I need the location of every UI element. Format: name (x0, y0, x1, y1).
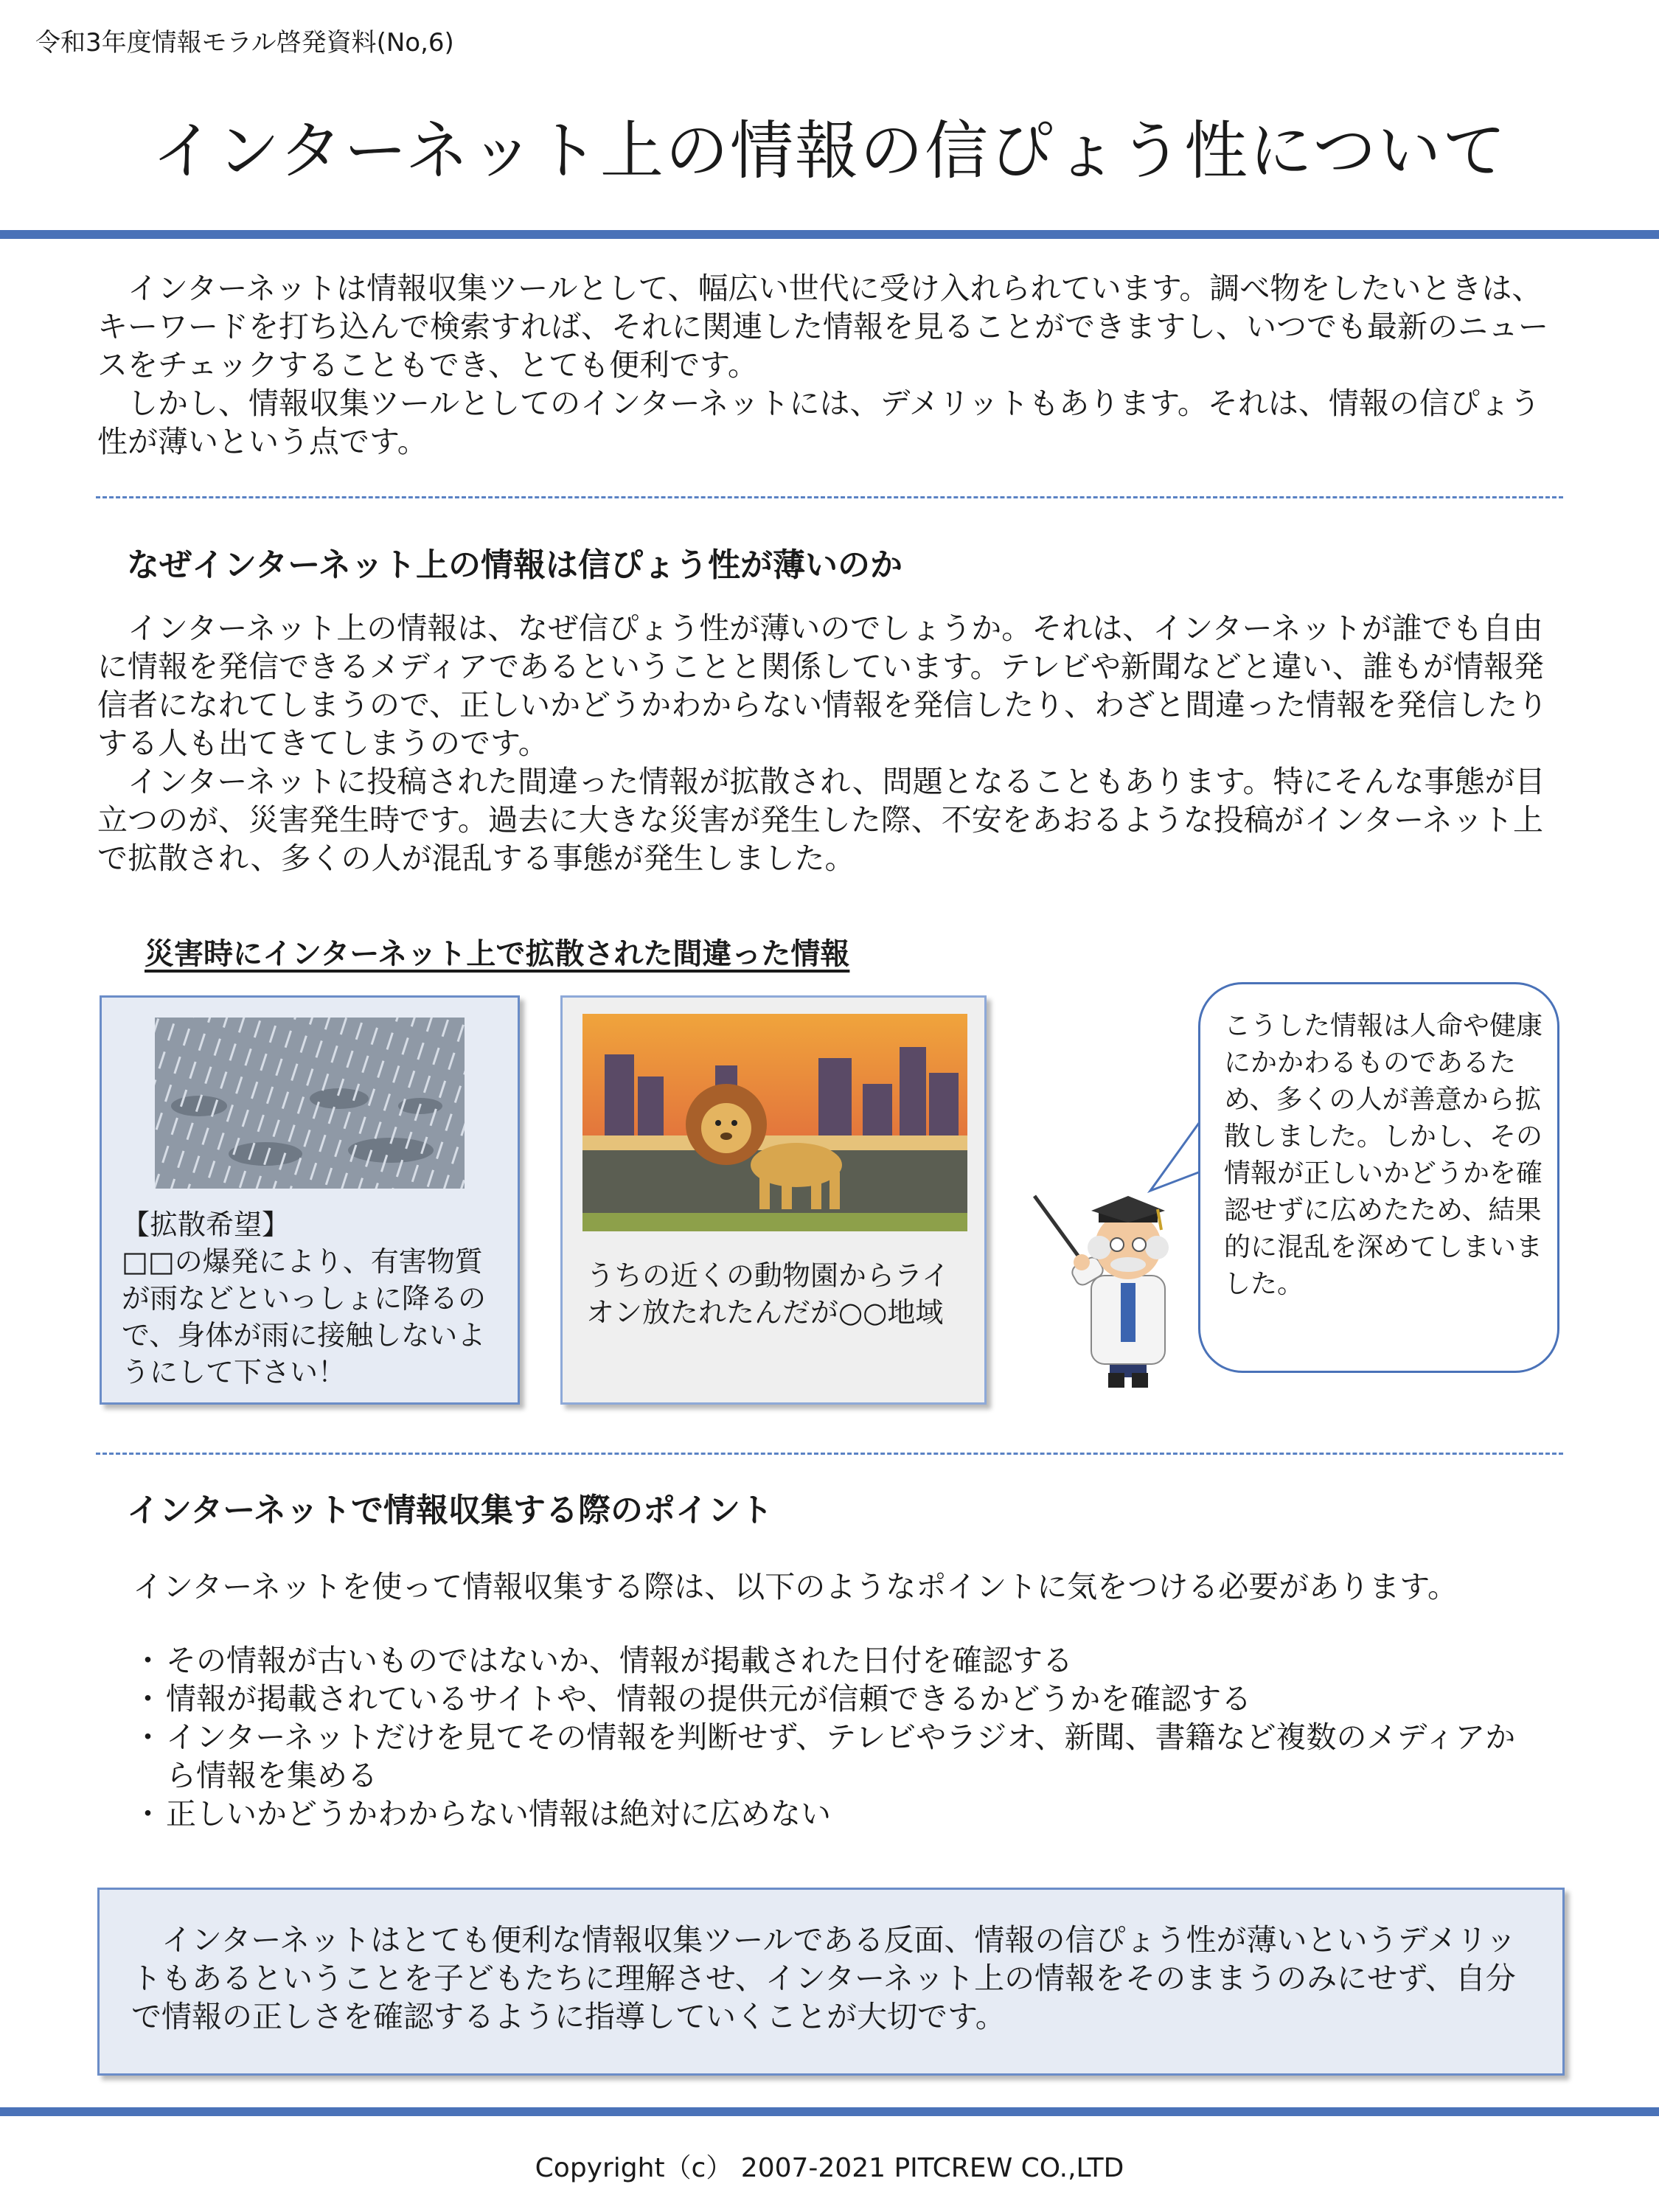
examples-heading: 災害時にインターネット上で拡散された間違った情報 (145, 937, 850, 971)
summary-text: インターネットはとても便利な情報収集ツールである反面、情報の信ぴょう性が薄いというデメリットもあるということを子どもたちに理解させ、インターネット上の情報をそのままうのみにせず、自分で情報の正しさを確認するように指導していくことが大切です。 (131, 1922, 1517, 2034)
section-heading-points: インターネットで情報収集する際のポイント (127, 1492, 773, 1529)
divider (96, 1453, 1563, 1455)
card1-text (122, 1206, 505, 1391)
rain-illustration (155, 1018, 465, 1189)
top-rule (0, 230, 1659, 239)
card2-message: うちの近くの動物園からライオン放たれたんだが○○地域 (586, 1259, 950, 1329)
card2-text (586, 1257, 970, 1331)
list-item: ・ 情報が掲載されているサイトや、情報の提供元が信頼できるかどうかを確認する (133, 1680, 1534, 1718)
intro-text (97, 269, 1565, 461)
intro-paragraph-2: しかし、情報収集ツールとしてのインターネットには、デメリットもあります。それは、情報の信ぴょう性が薄いという点です。 (97, 386, 1540, 459)
list-item: ・ インターネットだけを見てその情報を判断せず、テレビやラジオ、新聞、書籍など複数のメディアから情報を集める (133, 1718, 1534, 1795)
intro-paragraph-1: インターネットは情報収集ツールとして、幅広い世代に受け入れられています。調べ物をしたいときは、キーワードを打ち込んで検索すれば、それに関連した情報を見ることができますし、いつでも最新のニュースをチェックすることもでき、とても便利です。 (97, 271, 1548, 383)
section-heading-why: なぜインターネット上の情報は信ぴょう性が薄いのか (127, 546, 903, 584)
points-list (133, 1641, 1534, 1833)
series-label: 令和3年度情報モラル啓発資料(No,6) (35, 28, 454, 58)
lion-illustration (582, 1014, 967, 1231)
section1-text (97, 609, 1565, 877)
list-item: ・ その情報が古いものではないか、情報が掲載された日付を確認する (133, 1641, 1534, 1680)
bubble-text: こうした情報は人命や健康にかかわるものであるため、多くの人が善意から拡散しました。しかし、その情報が正しいかどうかを確認せずに広めたため、結果的に混乱を深めてしまいました。 (1224, 1011, 1543, 1299)
list-item: ・ 正しいかどうかわからない情報は絶対に広めない (133, 1795, 1534, 1833)
page-title: インターネット上の情報の信ぴょう性について (151, 114, 1508, 188)
copyright: Copyright（c） 2007-2021 PITCREW CO.,LTD (535, 2153, 1124, 2183)
section2-lead: インターネットを使って情報収集する際は、以下のようなポイントに気をつける必要があります。 (133, 1569, 1458, 1604)
divider (96, 496, 1563, 498)
section1-paragraph-1: インターネット上の情報は、なぜ信ぴょう性が薄いのでしょうか。それは、インターネットが誰でも自由に情報を発信できるメディアであるということと関係しています。テレビや新聞などと違い、誰もが情報発信者になれてしまうので、正しいかどうかわからない情報を発信したり、わざと間違った情報を発信したりする人も出てきてしまうのです。 (97, 611, 1548, 761)
section1-paragraph-2: インターネットに投稿された間違った情報が拡散され、問題となることもあります。特にそんな事態が目立つのが、災害発生時です。過去に大きな災害が発生した際、不安をあおるような投稿がインターネット上で拡散され、多くの人が混乱する事態が発生しました。 (97, 764, 1545, 876)
bottom-rule (0, 2107, 1659, 2116)
professor-illustration (1029, 1180, 1206, 1401)
card1-message: □□の爆発により、有害物質が雨などといっしょに降るので、身体が雨に接触しないようにして下さい！ (122, 1245, 487, 1388)
card1-tag: 【拡散希望】 (122, 1208, 291, 1241)
